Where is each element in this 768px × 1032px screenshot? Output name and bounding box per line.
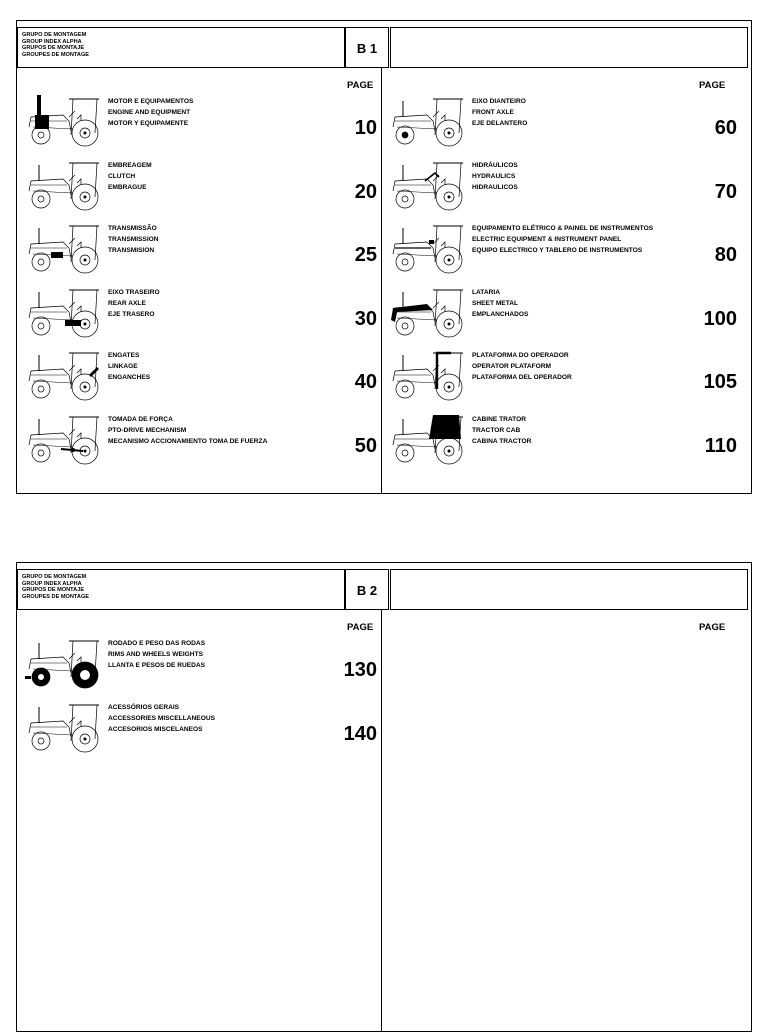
entry-label-pt: TRANSMISSÃO — [108, 225, 157, 232]
entry-labels — [108, 160, 152, 193]
section-code-box — [345, 569, 389, 610]
entry-label-en: CLUTCH — [108, 172, 136, 180]
group-header-box — [17, 569, 345, 610]
entry-label-en: TRACTOR CAB — [472, 426, 521, 434]
entry-label-es: EJE TRASERO — [108, 310, 155, 318]
entry-label-pt: EQUIPAMENTO ELÉTRICO & PAINEL DE INSTRUMENTOS — [472, 225, 654, 232]
entry-page-number: 10 — [354, 117, 377, 139]
section-b2 — [16, 562, 752, 1032]
entry-label-pt: PLATAFORMA DO OPERADOR — [472, 352, 569, 359]
entry-label-en: TRANSMISSION — [108, 236, 159, 243]
entry-label-pt: ACESSÓRIOS GERAIS — [108, 703, 180, 711]
entry-label-es: HIDRAULICOS — [472, 183, 518, 191]
entry-label-pt: CABINE TRATOR — [472, 415, 526, 423]
index-entry — [21, 633, 377, 693]
entry-page-number: 50 — [354, 434, 377, 457]
entry-page-number: 80 — [714, 244, 737, 266]
entry-labels — [108, 96, 193, 129]
entry-page-number: 100 — [703, 307, 737, 330]
group-labels: GRUPO DE MONTAGEM GROUP INDEX ALPHA GRUPOS DE MONTAJE GROUPES DE MONTAGE — [22, 574, 90, 600]
index-entry — [21, 345, 377, 405]
entry-label-en: SHEET METAL — [472, 299, 519, 307]
entry-label-en: ENGINE AND EQUIPMENT — [108, 109, 191, 116]
tractor-illustration-icon — [21, 345, 101, 403]
index-entry — [21, 282, 377, 342]
entry-label-en: HYDRAULICS — [472, 172, 516, 180]
entry-page-number: 140 — [343, 722, 377, 745]
entry-label-en: FRONT AXLE — [472, 109, 514, 116]
index-entry — [385, 91, 737, 151]
index-entry — [21, 409, 377, 469]
entry-labels — [472, 287, 528, 320]
entry-page-number: 105 — [703, 371, 737, 393]
section-code: B 2 — [356, 583, 378, 598]
entry-page-number: 70 — [714, 180, 737, 203]
entry-page-number: 130 — [343, 659, 377, 681]
index-entry — [21, 218, 377, 278]
entry-labels — [472, 96, 527, 129]
entry-label-en: REAR AXLE — [108, 299, 146, 307]
index-entry — [21, 91, 377, 151]
section-code: B 1 — [356, 41, 378, 56]
page-column-header-left: PAGE — [347, 80, 374, 91]
entry-labels — [472, 160, 518, 193]
section-code-box — [345, 27, 389, 68]
entry-label-pt: MOTOR E EQUIPAMENTOS — [108, 98, 194, 105]
tractor-illustration-icon — [21, 697, 101, 755]
entry-label-pt: RODADO E PESO DAS RODAS — [108, 640, 206, 647]
entry-page-number: 25 — [354, 244, 377, 266]
entry-label-es: TRANSMISION — [108, 247, 155, 254]
entry-labels — [472, 350, 572, 383]
tractor-illustration-icon — [385, 155, 465, 213]
entry-labels — [108, 287, 160, 320]
index-entry — [21, 697, 377, 757]
index-entry — [21, 155, 377, 215]
entry-label-es: ENGANCHES — [108, 374, 151, 381]
tractor-illustration-icon — [385, 409, 465, 467]
entry-page-number: 40 — [354, 371, 377, 393]
tractor-illustration-icon — [21, 409, 101, 467]
index-entry — [385, 282, 737, 342]
entry-label-es: EJE DELANTERO — [472, 120, 528, 127]
entry-label-en: ACCESSORIES MISCELLANEOUS — [108, 714, 215, 722]
entry-label-pt: HIDRÁULICOS — [472, 161, 518, 169]
entry-label-es: CABINA TRACTOR — [472, 437, 532, 445]
entry-page-number: 60 — [714, 117, 737, 139]
tractor-illustration-icon — [21, 91, 101, 149]
tractor-illustration-icon — [385, 218, 465, 276]
entry-labels — [472, 223, 653, 256]
entry-label-en: LINKAGE — [108, 363, 138, 370]
entry-labels — [472, 414, 531, 447]
entry-label-es: EMBRAGUE — [108, 183, 147, 191]
group-header-box — [17, 27, 345, 68]
entry-label-pt: LATARIA — [472, 288, 500, 296]
entry-label-pt: EMBREAGEM — [108, 161, 152, 169]
entry-page-number: 20 — [354, 180, 377, 203]
index-entry — [385, 218, 737, 278]
entry-label-pt: EIXO DIANTEIRO — [472, 98, 526, 105]
entry-labels — [108, 223, 159, 256]
entry-label-pt: EIXO TRASEIRO — [108, 288, 160, 296]
entry-label-en: RIMS AND WHEELS WEIGHTS — [108, 651, 203, 658]
entry-label-es: ACCESORIOS MISCELANEOS — [108, 725, 203, 733]
page-column-header-right: PAGE — [699, 80, 726, 91]
entry-label-en: OPERATOR PLATAFORM — [472, 363, 551, 370]
entry-page-number: 110 — [704, 434, 737, 457]
entry-label-es: EMPLANCHADOS — [472, 310, 529, 318]
page-column-header-right: PAGE — [699, 622, 726, 633]
tractor-illustration-icon — [385, 91, 465, 149]
tractor-illustration-icon — [21, 633, 101, 691]
tractor-illustration-icon — [385, 282, 465, 340]
entry-labels — [108, 350, 150, 383]
entry-label-pt: ENGATES — [108, 352, 140, 359]
index-entry — [385, 409, 737, 469]
entry-labels — [108, 414, 267, 447]
index-entry — [385, 345, 737, 405]
entry-label-es: MOTOR Y EQUIPAMENTE — [108, 120, 189, 127]
page-column-header-left: PAGE — [347, 622, 374, 633]
column-divider — [381, 609, 382, 1031]
entry-labels — [108, 638, 205, 671]
entry-label-en: PTO-DRIVE MECHANISM — [108, 426, 187, 434]
tractor-illustration-icon — [21, 282, 101, 340]
tractor-illustration-icon — [21, 218, 101, 276]
entry-label-es: PLATAFORMA DEL OPERADOR — [472, 374, 572, 381]
section-b1 — [16, 20, 752, 494]
entry-label-en: ELECTRIC EQUIPMENT & INSTRUMENT PANEL — [472, 236, 622, 243]
entry-label-es: EQUIPO ELECTRICO Y TABLERO DE INSTRUMENTOS — [472, 247, 643, 254]
tractor-illustration-icon — [21, 155, 101, 213]
entry-label-pt: TOMADA DE FORÇA — [108, 415, 173, 423]
group-labels: GRUPO DE MONTAGEM GROUP INDEX ALPHA GRUPOS DE MONTAJE GROUPES DE MONTAGE — [22, 32, 90, 58]
entry-label-es: LLANTA E PESOS DE RUEDAS — [108, 662, 206, 669]
section-title-box — [390, 27, 748, 68]
section-title-box — [390, 569, 748, 610]
entry-labels — [108, 702, 215, 735]
tractor-illustration-icon — [385, 345, 465, 403]
entry-page-number: 30 — [354, 307, 377, 330]
entry-label-es: MECANISMO ACCIONAMIENTO TOMA DE FUERZA — [108, 437, 268, 445]
column-divider — [381, 67, 382, 493]
index-entry — [385, 155, 737, 215]
